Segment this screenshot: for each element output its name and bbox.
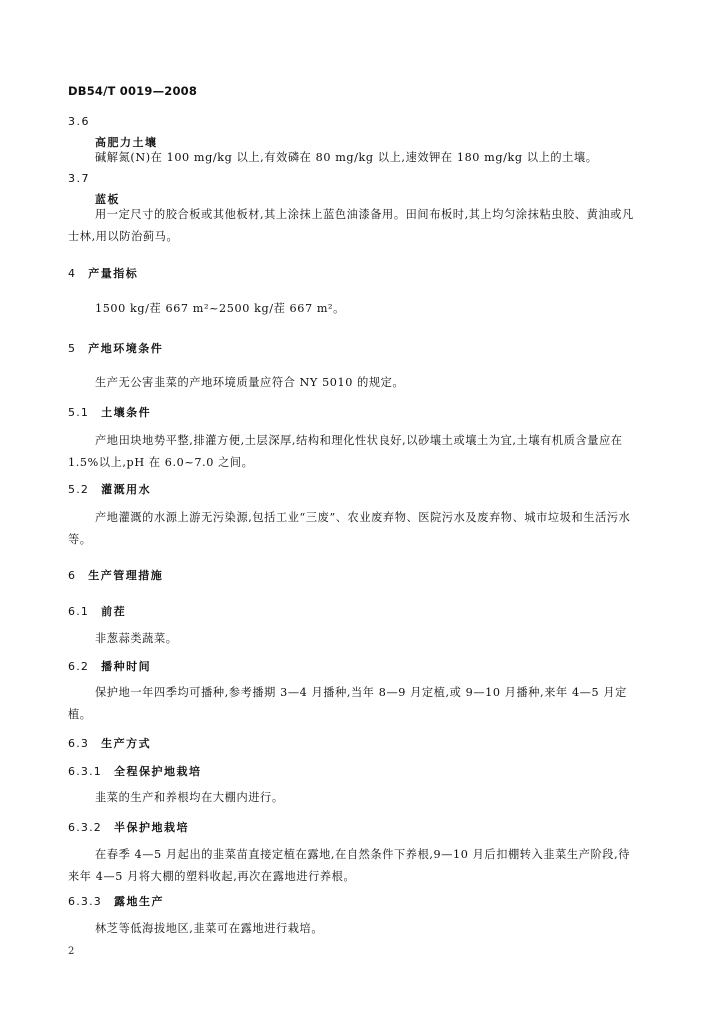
paragraph-4: 1500 kg/茬 667 m²~2500 kg/茬 667 m²。 [95,302,345,315]
section-heading-6 [68,567,163,583]
section-title: 生产管理措施 [88,569,164,582]
section-heading-6-2 [68,658,151,674]
section-heading-5 [68,340,163,356]
paragraph-6-3-1: 韭菜的生产和养根均在大棚内进行。 [95,791,284,804]
section-number: 4 [68,267,77,280]
section-number: 5.1 [68,406,90,419]
section-title: 土壤条件 [101,406,152,419]
section-number: 5 [68,342,77,355]
section-number: 6.3.2 [68,821,102,834]
standard-code: DB54/T 0019—2008 [68,84,198,98]
section-number: 6.3.1 [68,765,102,778]
paragraph-5: 生产无公害韭菜的产地环境质量应符合 NY 5010 的规定。 [95,376,405,389]
paragraph-6-3-3: 林芝等低海拔地区,韭菜可在露地进行栽培。 [95,922,324,935]
section-title: 生产方式 [101,737,152,750]
paragraph-6-1: 非葱蒜类蔬菜。 [95,632,178,645]
section-heading-5-2 [68,481,151,497]
section-heading-6-3-1 [68,763,202,779]
definition-3-6: 碱解氮(N)在 100 mg/kg 以上,有效磷在 80 mg/kg 以上,速效钾在 180 mg/kg 以上的土壤。 [95,151,598,164]
term-title-3-7: 蓝板 [95,193,120,206]
definition-3-7: 用一定尺寸的胶合板或其他板材,其上涂抹上蓝色油漆备用。田间布板时,其上均匀涂抹粘虫胶、黄油或凡士林,用以防治蓟马。 [68,208,634,243]
section-title: 全程保护地栽培 [114,765,202,778]
section-title: 前茬 [101,605,127,618]
section-title: 产地环境条件 [88,342,164,355]
section-heading-6-3-3 [68,893,164,909]
paragraph-6-2: 保护地一年四季均可播种,参考播期 3—4 月播种,当年 8—9 月定植,或 9—10 月播种,来年 4—5 月定植。 [68,686,627,721]
section-heading-6-3-2 [68,819,189,835]
section-number: 6 [68,569,77,582]
paragraph-5-2: 产地灌溉的水源上游无污染源,包括工业“三废”、农业废弃物、医院污水及废弃物、城市垃圾和生活污水等。 [68,511,631,546]
term-title-3-6: 高肥力土壤 [95,136,158,149]
section-number: 5.2 [68,483,90,496]
clause-number-3-6: 3.6 [68,115,90,128]
section-number: 6.3.3 [68,895,102,908]
section-title: 灌溉用水 [101,483,152,496]
section-title: 露地生产 [114,895,164,908]
section-heading-6-1 [68,603,126,619]
page-number: 2 [68,946,75,957]
section-number: 6.2 [68,660,90,673]
section-title: 播种时间 [101,660,152,673]
paragraph-6-3-2: 在春季 4—5 月起出的韭菜苗直接定植在露地,在自然条件下养根,9—10 月后扣棚转入韭菜生产阶段,待来年 4—5 月将大棚的塑料收起,再次在露地进行养根。 [68,848,631,883]
section-number: 6.1 [68,605,90,618]
paragraph-5-1: 产地田块地势平整,排灌方便,土层深厚,结构和理化性状良好,以砂壤土或壤土为宜,土壤有机质含量应在 1.5%以上,pH 在 6.0~7.0 之间。 [68,434,623,469]
section-title: 产量指标 [88,267,139,280]
section-heading-4 [68,265,138,281]
section-title: 半保护地栽培 [114,821,189,834]
section-heading-6-3 [68,735,151,751]
section-number: 6.3 [68,737,90,750]
clause-number-3-7: 3.7 [68,172,90,185]
section-heading-5-1 [68,404,151,420]
